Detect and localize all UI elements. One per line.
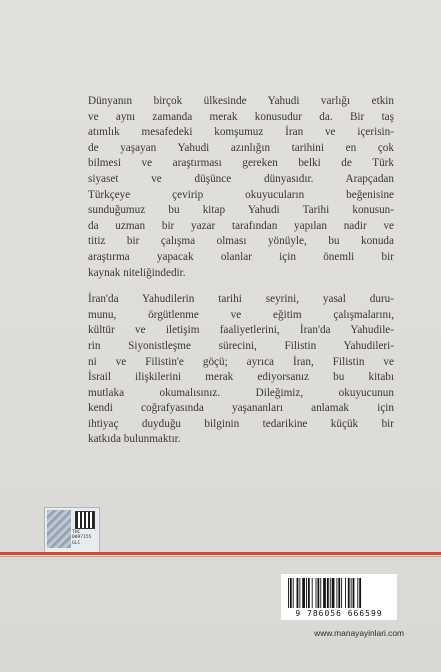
isbn-number: 9 786056 666599 [295,609,383,618]
blurb-line: İran'da Yahudilerin tarihi seyrini, yasal duru- [88,293,394,306]
blurb-line: araştırma yapacak olanlar için önemli bir [88,250,394,263]
blurb-line: siyaset ve düşünce dünyasıdır. Arapçadan [88,172,394,185]
publisher-website: www.manayayinlari.com [314,628,404,638]
hologram-label [44,507,100,553]
accent-stripe [0,552,441,555]
barcode-bars-icon [287,578,391,608]
hologram-icon [47,510,71,548]
blurb-line: ni ve Filistin'e göçü; ayrıca İran, Filistin ve [88,355,394,368]
blurb-line: mutlaka okumalısınız. Dileğimiz, okuyucunun [88,386,394,399]
blurb-line: Dünyanın birçok ülkesinde Yahudi varlığı etkin [88,95,394,107]
blurb-line: sunduğumuz bu kitap Yahudi Tarihi konusun- [88,204,394,217]
label-line: 0097155 [72,535,92,541]
blurb-line: Türkçeye çevirip okuyucuların beğenisine [88,188,394,201]
blurb-line: kültür ve iletişim faaliyetlerini, İran'da Yahudile- [88,324,394,337]
blurb-line: atımlık mesafedeki komşumuz İran ve içerisin- [88,126,394,139]
blurb-line: de yaşayan Yahudi azınlığın tarihini en çok [88,141,394,154]
blurb-line: da uzman bir yazar tarafından yapılan nadir ve [88,219,394,232]
blurb-line: İsrail ilişkilerini merak ediyorsanız bu kitabı [88,371,394,384]
blurb-line: titiz bir çalışma olması yönüyle, bu konuda [88,235,394,248]
blurb-line: katkıda bulunmaktır. [88,433,181,446]
label-line: THC [72,530,81,535]
blurb-text [88,94,394,459]
label-line: GLC [72,540,81,546]
blurb-line: ve aynı zamanda merak konusudur da. Bir taş [88,110,394,123]
label-code [72,530,98,546]
blurb-line: munu, örgütlenme ve eğitim çalışmalarını, [88,308,394,321]
blurb-line: kaynak niteliğindedir. [88,266,186,279]
blurb-line: kendi coğrafyasında yaşananları anlamak için [88,402,394,415]
blurb-paragraph-2 [88,292,394,448]
blurb-paragraph-1 [88,94,394,281]
blurb-line: ihtiyaç duyduğu bilginin tedarikine küçük bir [88,417,394,430]
blurb-line: bilmesi ve araştırması gereken belki de Türk [88,157,394,170]
isbn-barcode [281,574,397,620]
accent-stripe-thin [0,556,441,557]
blurb-line: rin Siyonistleşme sürecini, Filistin Yahudileri- [88,339,394,352]
qr-code-icon [75,511,95,529]
